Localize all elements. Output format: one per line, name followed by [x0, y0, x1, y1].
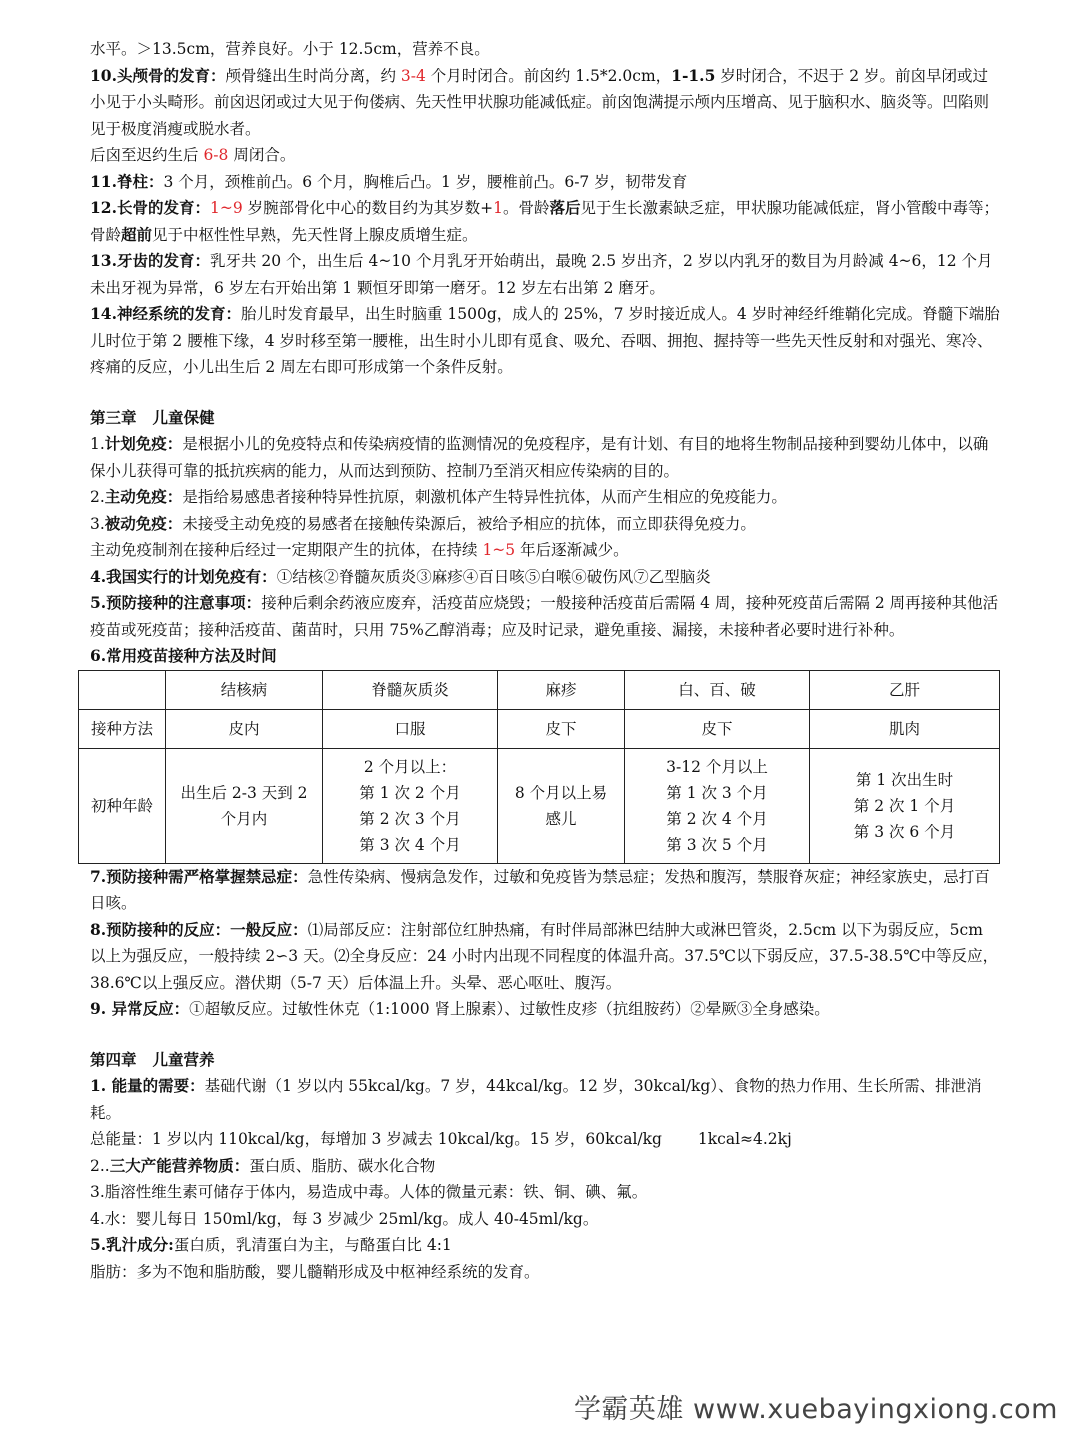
paragraph-milk-composition: 5.乳汁成分:蛋白质，乳清蛋白为主，与酪蛋白比 4:1: [90, 1235, 452, 1254]
table-row-age: [79, 748, 1000, 863]
table-row-label: 初种年龄: [79, 748, 166, 863]
paragraph-active-immunity: 2.主动免疫：是指给易感患者接种特异性抗原，刺激机体产生特异性抗体，从而产生相应的免疫能力。: [90, 487, 787, 506]
table-cell: 8 个月以上易 感儿: [498, 748, 625, 863]
table-cell: 出生后 2-3 天到 2 个月内: [166, 748, 323, 863]
paragraph-teeth: 13.牙齿的发育：乳牙共 20 个，出生后 4~10 个月乳牙开始萌出，最晚 2.5 岁出齐，2 岁以内乳牙的数目为月龄减 4~6，12 个月未出牙视为异常，6 岁左右开始出第 1 颗恒牙即第一磨牙。12 岁左右出第 2 磨牙。: [90, 251, 993, 297]
paragraph-fat: 脂肪：多为不饱和脂肪酸，婴儿髓鞘形成及中枢神经系统的发育。: [90, 1262, 540, 1281]
section-gap: [90, 381, 1000, 405]
table-header-cell: [79, 670, 166, 709]
table-header-cell: 结核病: [166, 670, 323, 709]
table-cell: 第 1 次出生时 第 2 次 1 个月 第 3 次 6 个月: [810, 748, 1000, 863]
chapter-4-heading: 第四章 儿童营养: [90, 1049, 215, 1069]
paragraph-total-energy: 总能量：1 岁以内 110kcal/kg，每增加 3 岁减去 10kcal/kg。15 岁，60kcal/kg 1kcal≈4.2kj: [90, 1130, 792, 1148]
vaccine-schedule-table: [78, 670, 1000, 864]
table-row-method: [79, 709, 1000, 748]
table-cell: 2 个月以上： 第 1 次 2 个月 第 2 次 3 个月 第 3 次 4 个月: [323, 748, 498, 863]
paragraph-antibody-duration: 主动免疫制剂在接种后经过一定期限产生的抗体，在持续 1~5 年后逐渐减少。: [90, 541, 629, 559]
paragraph-water: 4.水：婴儿每日 150ml/kg，每 3 岁减少 25ml/kg。成人 40-45ml/kg。: [90, 1209, 599, 1228]
table-header-cell: 白、百、破: [625, 670, 810, 709]
table-cell: 3-12 个月以上 第 1 次 3 个月 第 2 次 4 个月 第 3 次 5 个月: [625, 748, 810, 863]
document-content: [90, 36, 1000, 1285]
paragraph-long-bone: 12.长骨的发育：1~9 岁腕部骨化中心的数目约为其岁数+1。骨龄落后见于生长激素缺乏症，甲状腺功能减低症，肾小管酸中毒等；骨龄超前见于中枢性性早熟，先天性肾上腺皮质增生症。: [90, 198, 1000, 244]
paragraph-vaccination-reactions: 8.预防接种的反应：一般反应：⑴局部反应：注射部位红肿热痛，有时伴局部淋巴结肿大或淋巴管炎，2.5cm 以下为弱反应，5cm 以上为强反应，一般持续 2∽3 天。⑵全身反应：24 小时内出现不同程度的体温升高。37.5℃以下弱反应，37.5-38.5℃中等反应，38.6℃以上强反应。潜伏期（5-7 天）后体温上升。头晕、恶心呕吐、腹泻。: [90, 919, 999, 992]
table-header-cell: 麻疹: [498, 670, 625, 709]
table-cell: 皮下: [625, 709, 810, 748]
paragraph-head-circumference-end: 水平。＞13.5cm，营养良好。小于 12.5cm，营养不良。: [90, 40, 490, 58]
table-cell: 皮内: [166, 709, 323, 748]
table-header-cell: 脊髓灰质炎: [323, 670, 498, 709]
table-cell: 肌肉: [810, 709, 1000, 748]
paragraph-spine: 11.脊柱：3 个月，颈椎前凸。6 个月，胸椎后凸。1 岁，腰椎前凸。6-7 岁，韧带发育: [90, 171, 688, 191]
paragraph-skull-development: 10.头颅骨的发育：颅骨缝出生时尚分离，约 3-4 个月时闭合。前囟约 1.5*2.0cm，1-1.5 岁时闭合，不迟于 2 岁。前囟早闭或过小见于小头畸形。前囟迟闭或过大见于佝偻病、先天性甲状腺功能减低症。前囟饱满提示颅内压增高、见于脑积水、脑炎等。凹陷则见于极度消瘦或脱水者。: [90, 65, 990, 138]
table-header-row: [79, 670, 1000, 709]
watermark: 学霸英雄 www.xuebayingxiong.com: [573, 1394, 1058, 1425]
table-cell: 皮下: [498, 709, 625, 748]
paragraph-macronutrients: 2..三大产能营养物质：蛋白质、脂肪、碳水化合物: [90, 1155, 436, 1175]
table-caption: 6.常用疫苗接种方法及时间: [90, 646, 277, 665]
paragraph-planned-immunization: 1.计划免疫：是根据小儿的免疫特点和传染病疫情的监测情况的免疫程序，是有计划、有目的地将生物制品接种到婴幼儿体中，以确保小儿获得可靠的抵抗疾病的能力，从而达到预防、控制乃至消灭相应传染病的目的。: [90, 434, 989, 480]
table-cell: 口服: [323, 709, 498, 748]
paragraph-national-immunization: 4.我国实行的计划免疫有：①结核②脊髓灰质炎③麻疹④百日咳⑤白喉⑥破伤风⑦乙型脑炎: [90, 566, 711, 586]
paragraph-nervous-system: 14.神经系统的发育：胎儿时发育最早，出生时脑重 1500g，成人的 25%，7 岁时接近成人。4 岁时神经纤维鞘化完成。脊髓下端胎儿时位于第 2 腰椎下缘，4 岁时移至第一腰椎，出生时小儿即有觅食、吸允、吞咽、拥抱、握持等一些先天性反射和对强光、寒冷、疼痛的反应，小儿出生后 2 周左右即可形成第一个条件反射。: [90, 304, 1000, 376]
paragraph-abnormal-reactions: 9. 异常反应：①超敏反应。过敏性休克（1:1000 肾上腺素）、过敏性皮疹（抗组胺药）②晕厥③全身感染。: [90, 999, 830, 1018]
paragraph-passive-immunity: 3.被动免疫：未接受主动免疫的易感者在接触传染源后，被给予相应的抗体，而立即获得免疫力。: [90, 513, 756, 533]
paragraph-fat-soluble-vitamins: 3.脂溶性维生素可储存于体内，易造成中毒。人体的微量元素：铁、铜、碘、氟。: [90, 1183, 648, 1201]
paragraph-posterior-fontanelle: 后囟至迟约生后 6-8 周闭合。: [90, 146, 296, 164]
table-row-label: 接种方法: [79, 709, 166, 748]
chapter-3-heading: 第三章 儿童保健: [90, 407, 215, 427]
paragraph-vaccination-precautions: 5.预防接种的注意事项：接种后剩余药液应废弃，活疫苗应烧毁；一般接种活疫苗后需隔 4 周，接种死疫苗后需隔 2 周再接种其他活疫苗或死疫苗；接种活疫苗、菌苗时，只用 75%乙醇消毒；应及时记录，避免重接、漏接，未接种者必要时进行补种。: [90, 593, 999, 639]
section-gap: [90, 1023, 1000, 1047]
table-header-cell: 乙肝: [810, 670, 1000, 709]
paragraph-contraindications: 7.预防接种需严格掌握禁忌症：急性传染病、慢病急发作，过敏和免疫皆为禁忌症；发热和腹泻，禁服脊灰症；神经家族史，忌打百日咳。: [90, 866, 990, 912]
paragraph-energy-needs: 1. 能量的需要：基础代谢（1 岁以内 55kcal/kg。7 岁，44kcal/kg。12 岁，30kcal/kg）、食物的热力作用、生长所需、排泄消耗。: [90, 1076, 982, 1122]
